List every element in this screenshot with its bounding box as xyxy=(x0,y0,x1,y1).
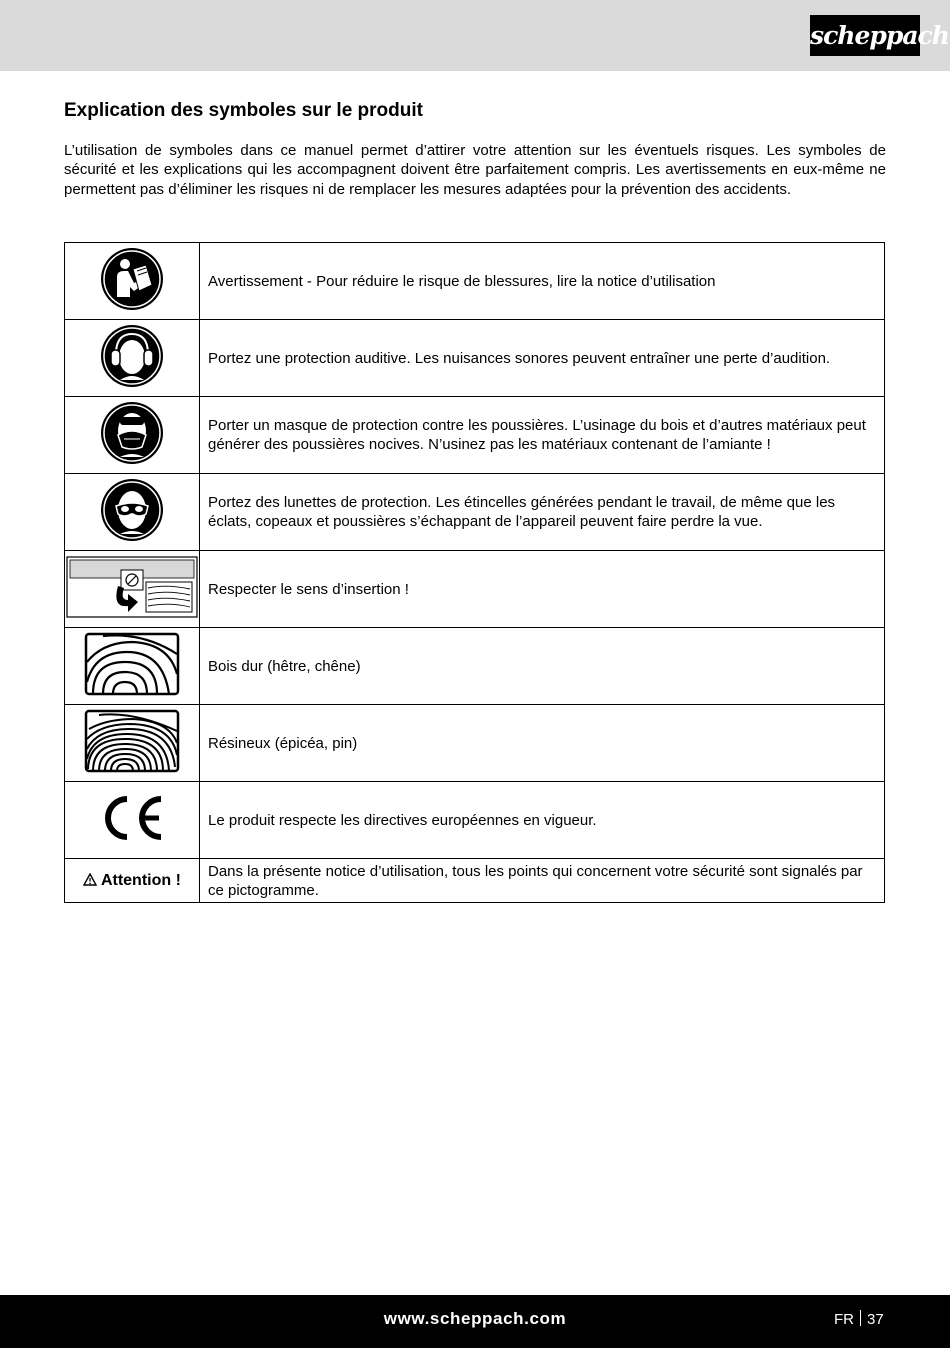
symbol-row xyxy=(65,474,885,551)
header-bar xyxy=(0,0,950,71)
attention-description: Dans la présente notice d’utilisation, tous les points qui concernent votre sécurité sont signalés par ce pictogramme. xyxy=(200,859,885,903)
warning-triangle-icon xyxy=(83,873,97,886)
symbol-description: Respecter le sens d’insertion ! xyxy=(200,551,885,628)
symbol-row xyxy=(65,243,885,320)
eye-protection-icon xyxy=(100,478,164,542)
page-number-value: 37 xyxy=(867,1311,884,1328)
attention-row xyxy=(65,859,885,903)
softwood-icon xyxy=(83,709,181,773)
symbol-row xyxy=(65,397,885,474)
symbol-row xyxy=(65,705,885,782)
symbol-description: Le produit respecte les directives européennes en vigueur. xyxy=(200,782,885,859)
page-title: Explication des symboles sur le produit xyxy=(64,100,423,121)
feed-direction-icon xyxy=(66,556,198,618)
symbol-row xyxy=(65,320,885,397)
brand-logo: scheppach xyxy=(810,15,920,56)
symbol-row xyxy=(65,628,885,705)
footer-website-link[interactable]: www.scheppach.com xyxy=(383,1309,567,1328)
ce-mark-icon xyxy=(97,793,167,843)
hardwood-icon xyxy=(83,632,181,696)
dust-mask-icon xyxy=(100,401,164,465)
page-number xyxy=(834,1310,884,1328)
divider xyxy=(860,1310,861,1326)
symbol-description: Résineux (épicéa, pin) xyxy=(200,705,885,782)
ear-protection-icon xyxy=(100,324,164,388)
symbol-description: Portez une protection auditive. Les nuisances sonores peuvent entraîner une perte d’audition. xyxy=(200,320,885,397)
read-manual-icon xyxy=(100,247,164,311)
symbol-row xyxy=(65,782,885,859)
symbols-table xyxy=(64,242,885,903)
symbol-description: Avertissement - Pour réduire le risque de blessures, lire la notice d’utilisation xyxy=(200,243,885,320)
attention-label: Attention ! xyxy=(83,872,181,889)
symbol-description: Portez des lunettes de protection. Les étincelles générées pendant le travail, de même que les éclats, copeaux et poussières s’échappant de l’appareil peuvent faire perdre la vue. xyxy=(200,474,885,551)
symbol-description: Bois dur (hêtre, chêne) xyxy=(200,628,885,705)
language-code: FR xyxy=(834,1311,854,1328)
symbol-description: Porter un masque de protection contre les poussières. L’usinage du bois et d’autres matériaux peut générer des poussières nocives. N’usinez pas les matériaux contenant de l’amiante ! xyxy=(200,397,885,474)
intro-paragraph: L’utilisation de symboles dans ce manuel permet d’attirer votre attention sur les éventuels risques. Les symboles de sécurité et les explications qui les accompagnent doivent être parfaitement compris. Les avertissements en eux-même ne permettent pas d’éliminer les risques ni de remplacer les mesures adaptées pour la prévention des accidents. xyxy=(64,142,886,198)
symbol-row xyxy=(65,551,885,628)
